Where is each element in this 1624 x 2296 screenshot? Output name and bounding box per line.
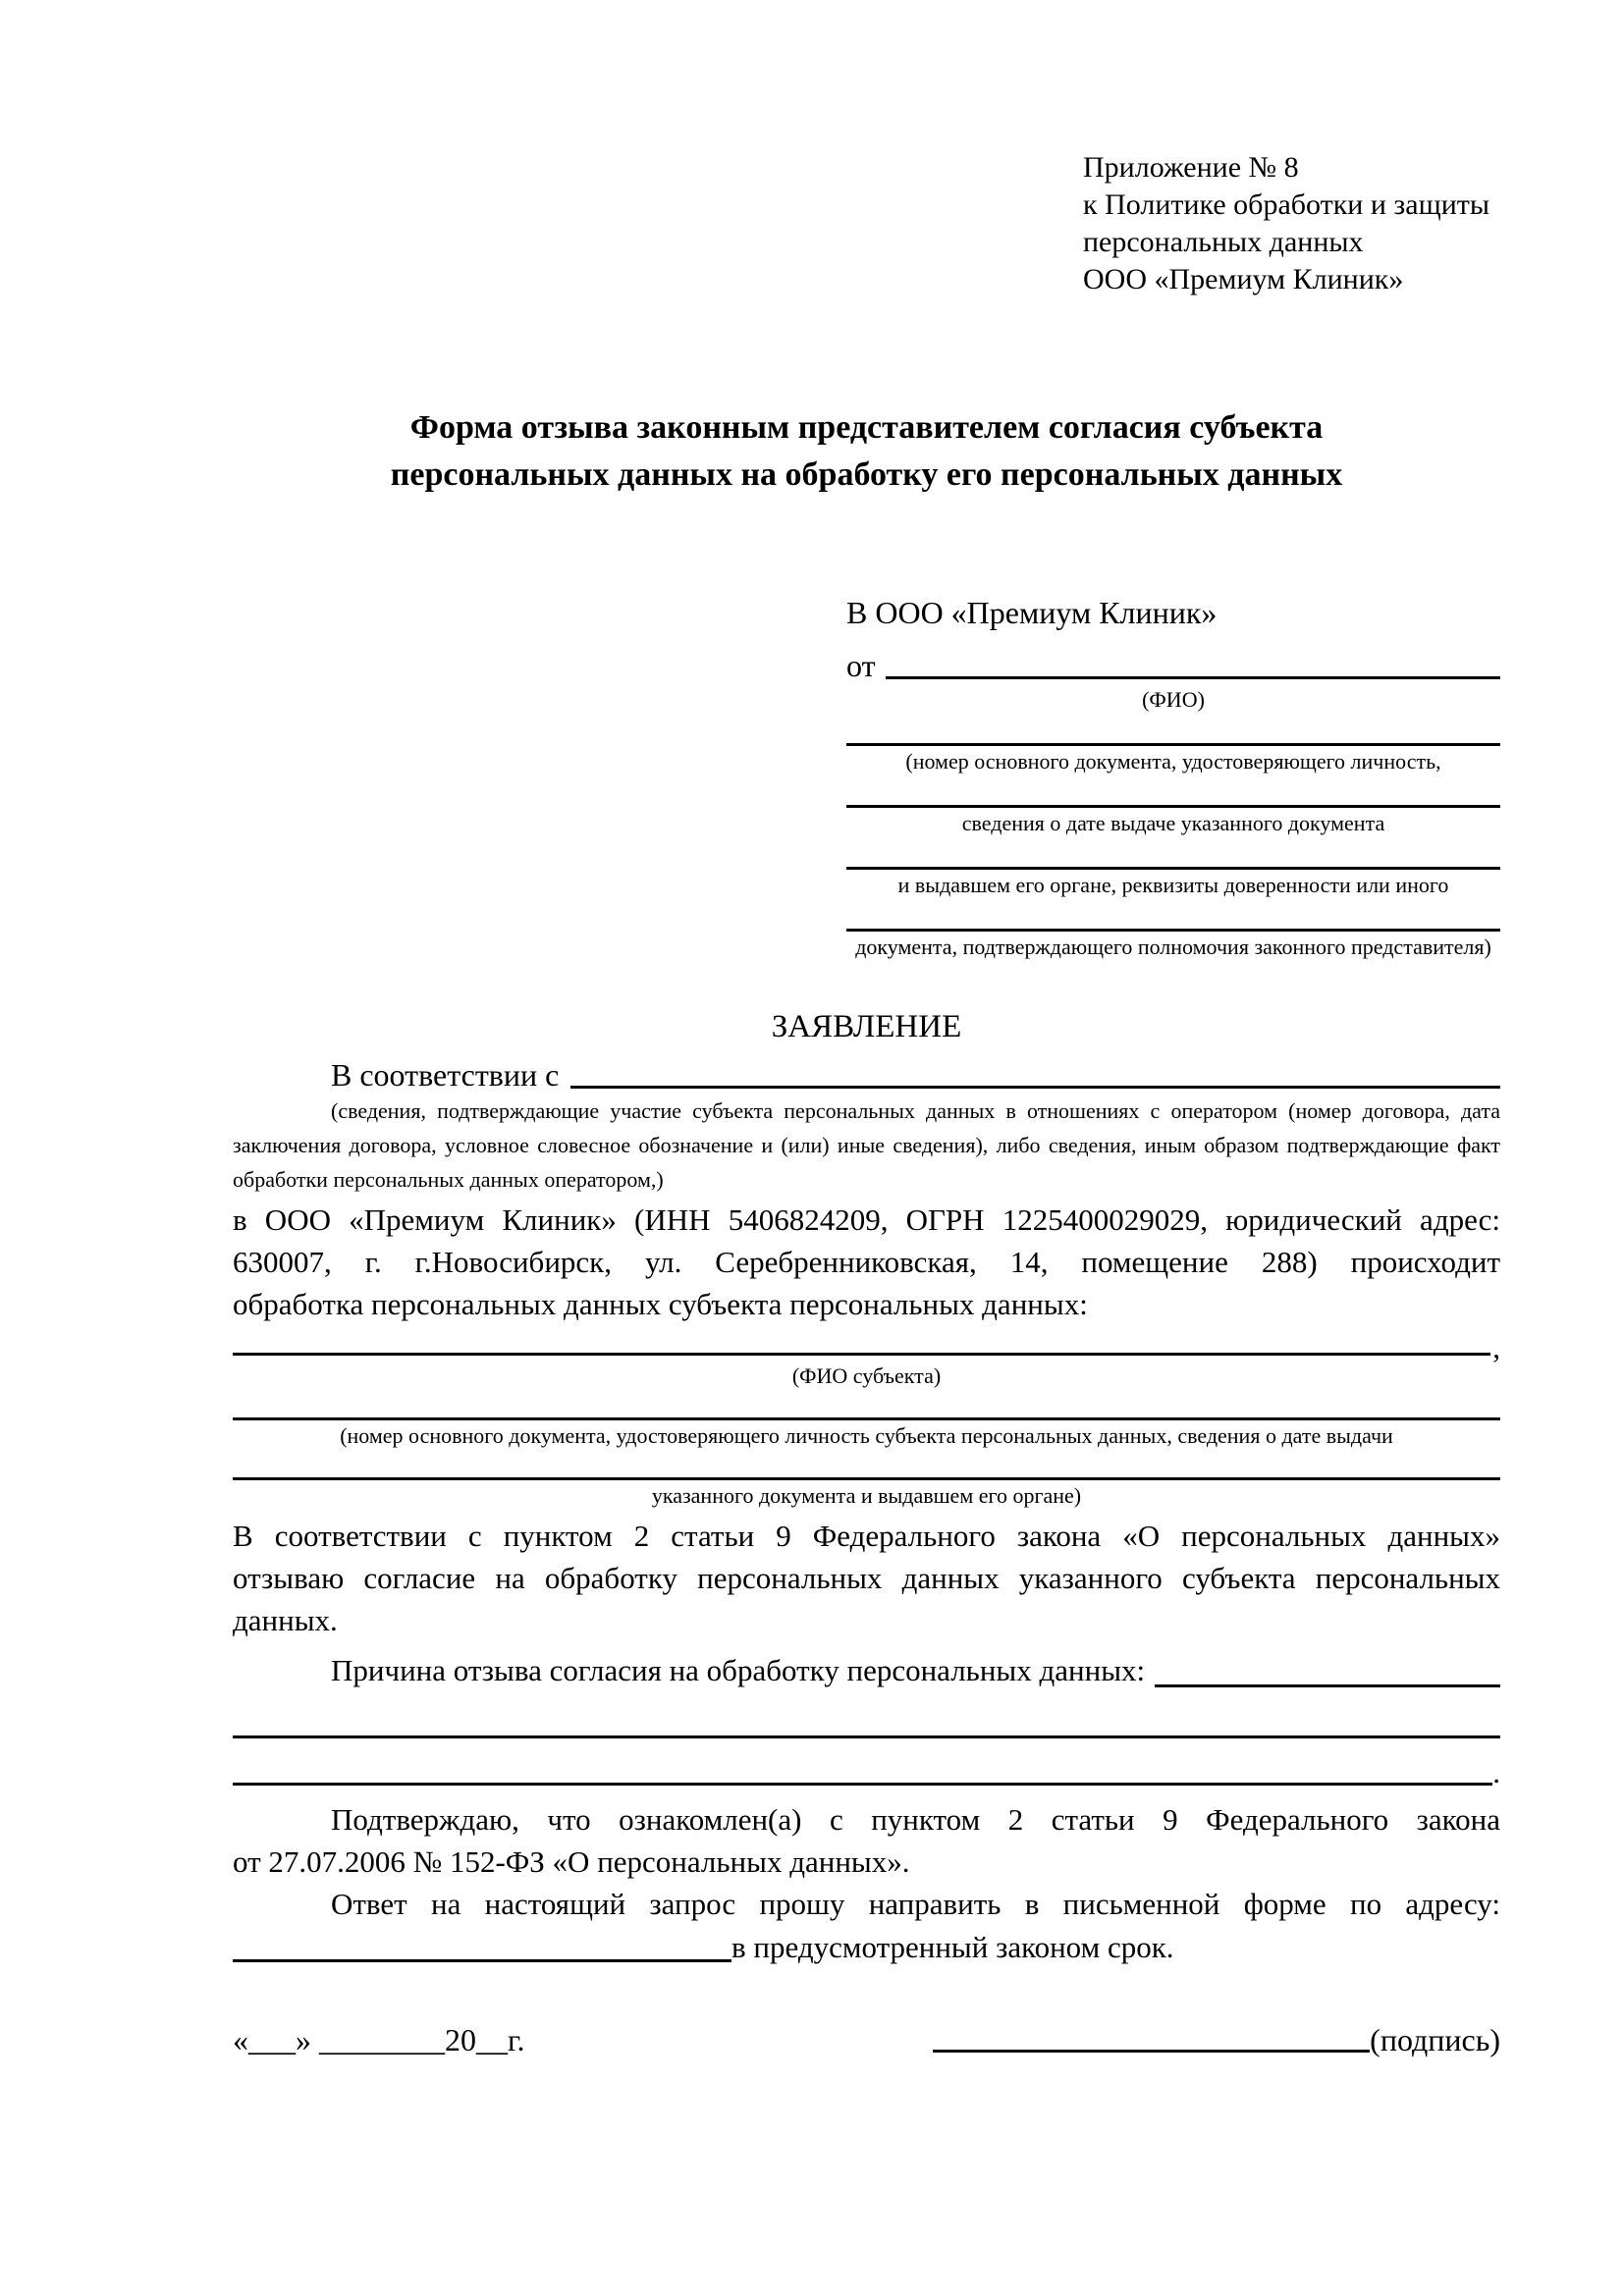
document-title (233, 404, 1500, 499)
reason-extra-blank-line (233, 1783, 1492, 1786)
blank-line-authority-document (846, 898, 1500, 932)
response-label: Ответ на настоящий запрос прошу направить в письменной форме по адресу: (331, 1887, 1500, 1921)
fio-caption: (ФИО) (1142, 687, 1205, 712)
blank-caption: (номер основного документа, удостоверяющего личность, (905, 749, 1441, 774)
response-address-row (233, 1925, 1500, 1968)
accordance-blank-line (570, 1086, 1500, 1089)
recipient-from-row (846, 641, 1500, 684)
recipient-to: В ООО «Премиум Клиник» (846, 595, 1218, 630)
from-blank-line (886, 676, 1500, 679)
blank-caption: документа, подтверждающего полномочия законного представителя) (855, 934, 1491, 959)
comma-mark: , (1492, 1330, 1500, 1364)
signature-caption: (подпись) (1370, 2022, 1500, 2057)
recipient-blank-group (846, 774, 1500, 836)
footer-row (233, 2022, 1500, 2058)
operator-paragraph-line: 630007, г. г.Новосибирск, ул. Серебренниковская, 14, помещение 288) происходит (233, 1245, 1500, 1279)
date-blank: «___» ________20__г. (233, 2022, 525, 2057)
statement-heading: ЗАЯВЛЕНИЕ (771, 1009, 962, 1044)
appendix-line: к Политике обработки и защиты (1083, 188, 1490, 221)
subject-fio-blank-line (233, 1353, 1490, 1356)
recipient-blank-group (846, 898, 1500, 960)
subject-doc-blank-line (233, 1459, 1500, 1480)
accordance-caption-line: заключения договора, условное словесное обозначение и (или) иные сведения), либо сведения, иным образом подтверждающие факт (233, 1133, 1500, 1157)
document-title-line: Форма отзыва законным представителем согласия субъекта (409, 409, 1324, 446)
blank-line-document-number (846, 713, 1500, 746)
recipient-block (846, 592, 1500, 960)
subject-doc-group (233, 1399, 1500, 1449)
subject-fio-caption: (ФИО субъекта) (791, 1363, 942, 1388)
reason-blank-line (1155, 1684, 1500, 1687)
confirm-paragraph-line: Подтверждаю, что ознакомлен(а) с пунктом 2 статьи 9 Федерального закона (331, 1802, 1500, 1837)
appendix-line: ООО «Премиум Клиник» (1083, 263, 1404, 295)
accordance-caption (233, 1094, 1500, 1197)
accordance-label: В соответствии с (331, 1057, 560, 1093)
accordance-caption-line: обработки персональных данных оператором,) (233, 1167, 664, 1192)
blank-caption: сведения о дате выдаче указанного документа (961, 811, 1385, 835)
confirm-paragraph (233, 1798, 1500, 1883)
reason-row (233, 1649, 1500, 1692)
appendix-line: персональных данных (1083, 226, 1364, 258)
reason-extra-blank-row (233, 1755, 1500, 1790)
withdraw-paragraph-line: отзываю согласие на обработку персональных данных указанного субъекта персональных (233, 1561, 1500, 1595)
subject-doc-caption: указанного документа и выдавшем его органе) (651, 1483, 1082, 1508)
withdraw-paragraph-line: В соответствии с пунктом 2 статьи 9 Федерального закона «О персональных данных» (233, 1519, 1500, 1553)
blank-line-issuing-authority (846, 836, 1500, 870)
response-suffix: в предусмотренный законом срок. (731, 1930, 1174, 1964)
accordance-row (233, 1050, 1500, 1094)
appendix-line: Приложение № 8 (1083, 151, 1299, 184)
recipient-blank-group (846, 836, 1500, 898)
address-blank-line (233, 1959, 731, 1962)
response-paragraph (233, 1883, 1500, 1968)
operator-paragraph-line: обработка персональных данных субъекта персональных данных: (233, 1287, 1088, 1321)
signature-group (933, 2022, 1500, 2058)
recipient-blank-group (846, 713, 1500, 774)
period-mark: . (1492, 1755, 1500, 1789)
document-title-line: персональных данных на обработку его персональных данных (390, 456, 1343, 493)
operator-paragraph-line: в ООО «Премиум Клиник» (ИНН 5406824209, ОГРН 1225400029029, юридический адрес: (233, 1202, 1500, 1237)
from-label: от (846, 648, 876, 683)
accordance-caption-line: (сведения, подтверждающие участие субъекта персональных данных в отношениях с оператором (номер договора, дата (331, 1098, 1500, 1123)
withdraw-paragraph-line: данных. (233, 1603, 338, 1637)
signature-blank-line (933, 2050, 1370, 2053)
appendix-block (1083, 149, 1500, 298)
reason-label: Причина отзыва согласия на обработку персональных данных: (331, 1653, 1146, 1687)
subject-doc-blank-line (233, 1399, 1500, 1420)
confirm-paragraph-line: от 27.07.2006 № 152-ФЗ «О персональных данных». (233, 1844, 910, 1879)
subject-doc-group (233, 1459, 1500, 1509)
blank-caption: и выдавшем его органе, реквизиты доверенности или иного (897, 873, 1449, 897)
withdraw-paragraph (233, 1515, 1500, 1641)
operator-paragraph (233, 1199, 1500, 1325)
subject-doc-caption: (номер основного документа, удостоверяющего личность субъекта персональных данных, сведения о дате выдачи (340, 1423, 1393, 1448)
reason-extra-blank-line (233, 1735, 1500, 1738)
blank-line-issue-date (846, 774, 1500, 808)
subject-fio-row (233, 1330, 1500, 1364)
